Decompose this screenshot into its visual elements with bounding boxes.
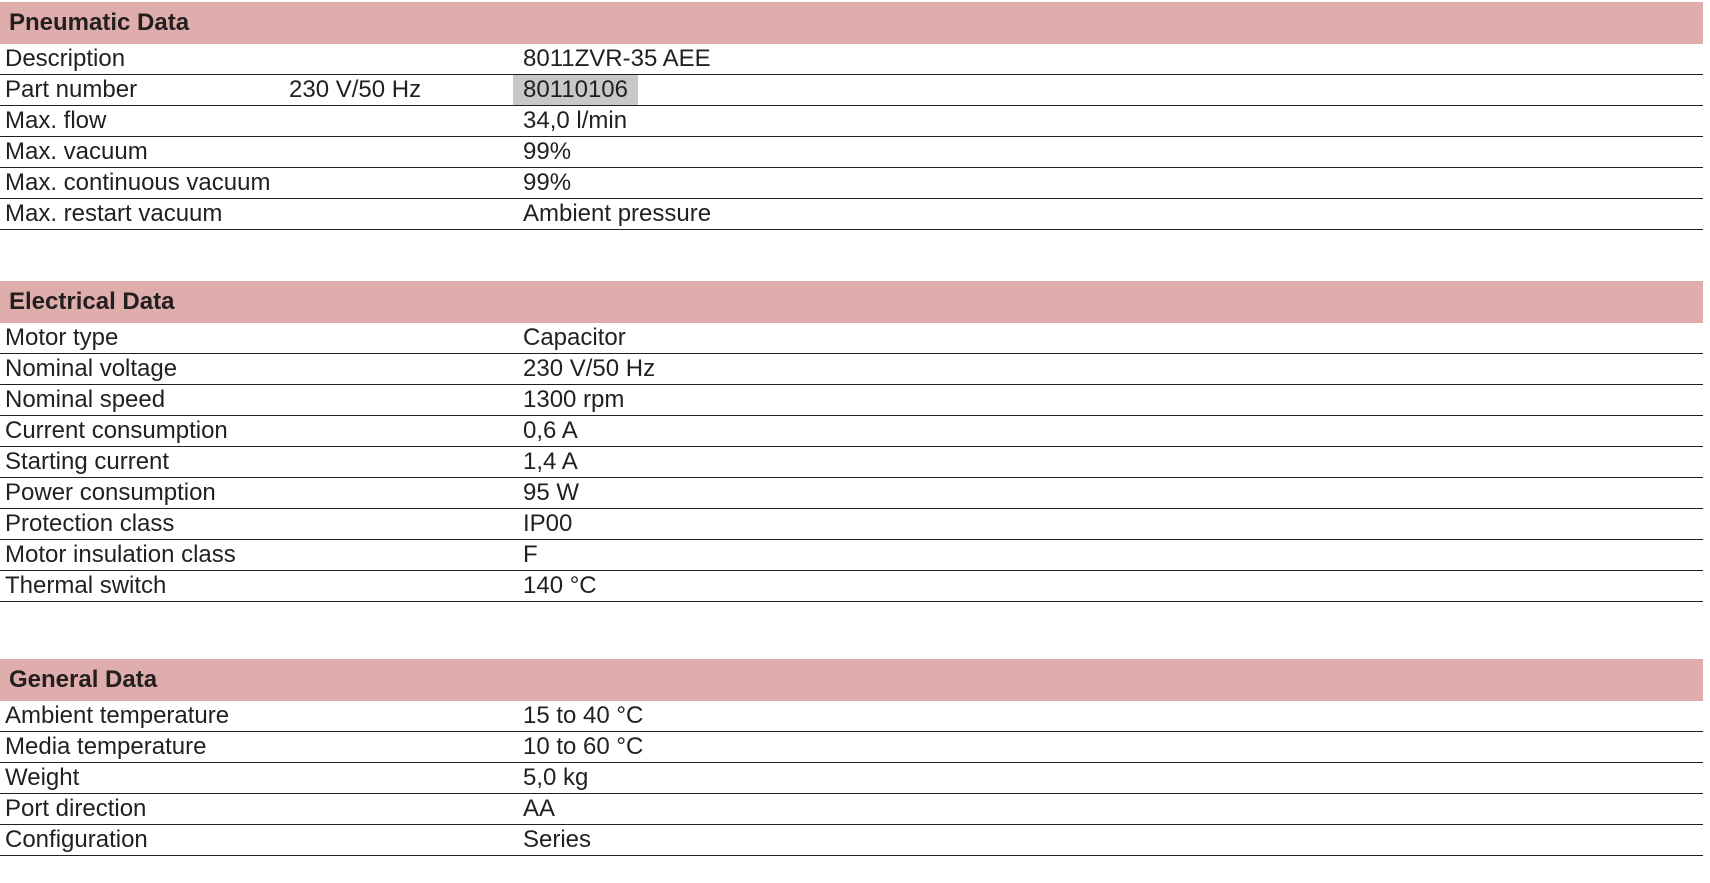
table-row (0, 825, 1703, 856)
table-row (0, 168, 1703, 199)
row-label: Motor insulation class (5, 541, 236, 568)
row-value: 1,4 A (523, 448, 578, 475)
row-value: 5,0 kg (523, 764, 589, 791)
row-label: Ambient temperature (5, 702, 230, 729)
row-label: Max. flow (5, 107, 107, 134)
row-label: Starting current (5, 448, 170, 475)
row-value: AA (523, 795, 556, 822)
table-row (0, 540, 1703, 571)
row-value: 34,0 l/min (523, 107, 628, 134)
row-value: 99% (523, 138, 572, 165)
row-label: Max. vacuum (5, 138, 148, 165)
electrical-data-section (0, 281, 1703, 602)
section-title: Electrical Data (0, 281, 1703, 323)
row-label: Current consumption (5, 417, 228, 444)
row-label: Description (5, 45, 126, 72)
row-label: Nominal speed (5, 386, 166, 413)
pneumatic-data-section (0, 2, 1703, 230)
row-label: Weight (5, 764, 80, 791)
table-row (0, 385, 1703, 416)
row-label: Protection class (5, 510, 175, 537)
row-label: Nominal voltage (5, 355, 178, 382)
row-label: Media temperature (5, 733, 207, 760)
row-label: Max. continuous vacuum (5, 169, 271, 196)
row-label: Thermal switch (5, 572, 167, 599)
table-row (0, 75, 1703, 106)
table-row (0, 794, 1703, 825)
row-value: 230 V/50 Hz (523, 355, 656, 382)
row-value: 15 to 40 °C (523, 702, 644, 729)
table-row (0, 106, 1703, 137)
part-number-value: 80110106 (513, 75, 638, 105)
table-row (0, 199, 1703, 230)
row-label: Part number (5, 76, 138, 103)
section-title: Pneumatic Data (0, 2, 1703, 44)
table-row (0, 478, 1703, 509)
row-value: 99% (523, 169, 572, 196)
row-label: Configuration (5, 826, 148, 853)
general-data-section (0, 659, 1703, 856)
row-label: Port direction (5, 795, 147, 822)
table-row (0, 44, 1703, 75)
row-value: 10 to 60 °C (523, 733, 644, 760)
table-row (0, 732, 1703, 763)
table-row (0, 571, 1703, 602)
row-label: Motor type (5, 324, 119, 351)
table-row (0, 323, 1703, 354)
row-value: IP00 (523, 510, 573, 537)
row-value: 0,6 A (523, 417, 578, 444)
row-value: Capacitor (523, 324, 626, 351)
row-label: Power consumption (5, 479, 216, 506)
table-row (0, 416, 1703, 447)
row-value: 8011ZVR-35 AEE (523, 45, 711, 72)
table-row (0, 137, 1703, 168)
section-title: General Data (0, 659, 1703, 701)
row-value: Ambient pressure (523, 200, 712, 227)
table-row (0, 763, 1703, 794)
row-value: 1300 rpm (523, 386, 625, 413)
row-value: 140 °C (523, 572, 597, 599)
row-value: 95 W (523, 479, 580, 506)
row-voltage-variant: 230 V/50 Hz (289, 76, 422, 103)
row-label: Max. restart vacuum (5, 200, 223, 227)
table-row (0, 701, 1703, 732)
table-row (0, 354, 1703, 385)
table-row (0, 509, 1703, 540)
row-value: Series (523, 826, 592, 853)
table-row (0, 447, 1703, 478)
row-value: F (523, 541, 538, 568)
